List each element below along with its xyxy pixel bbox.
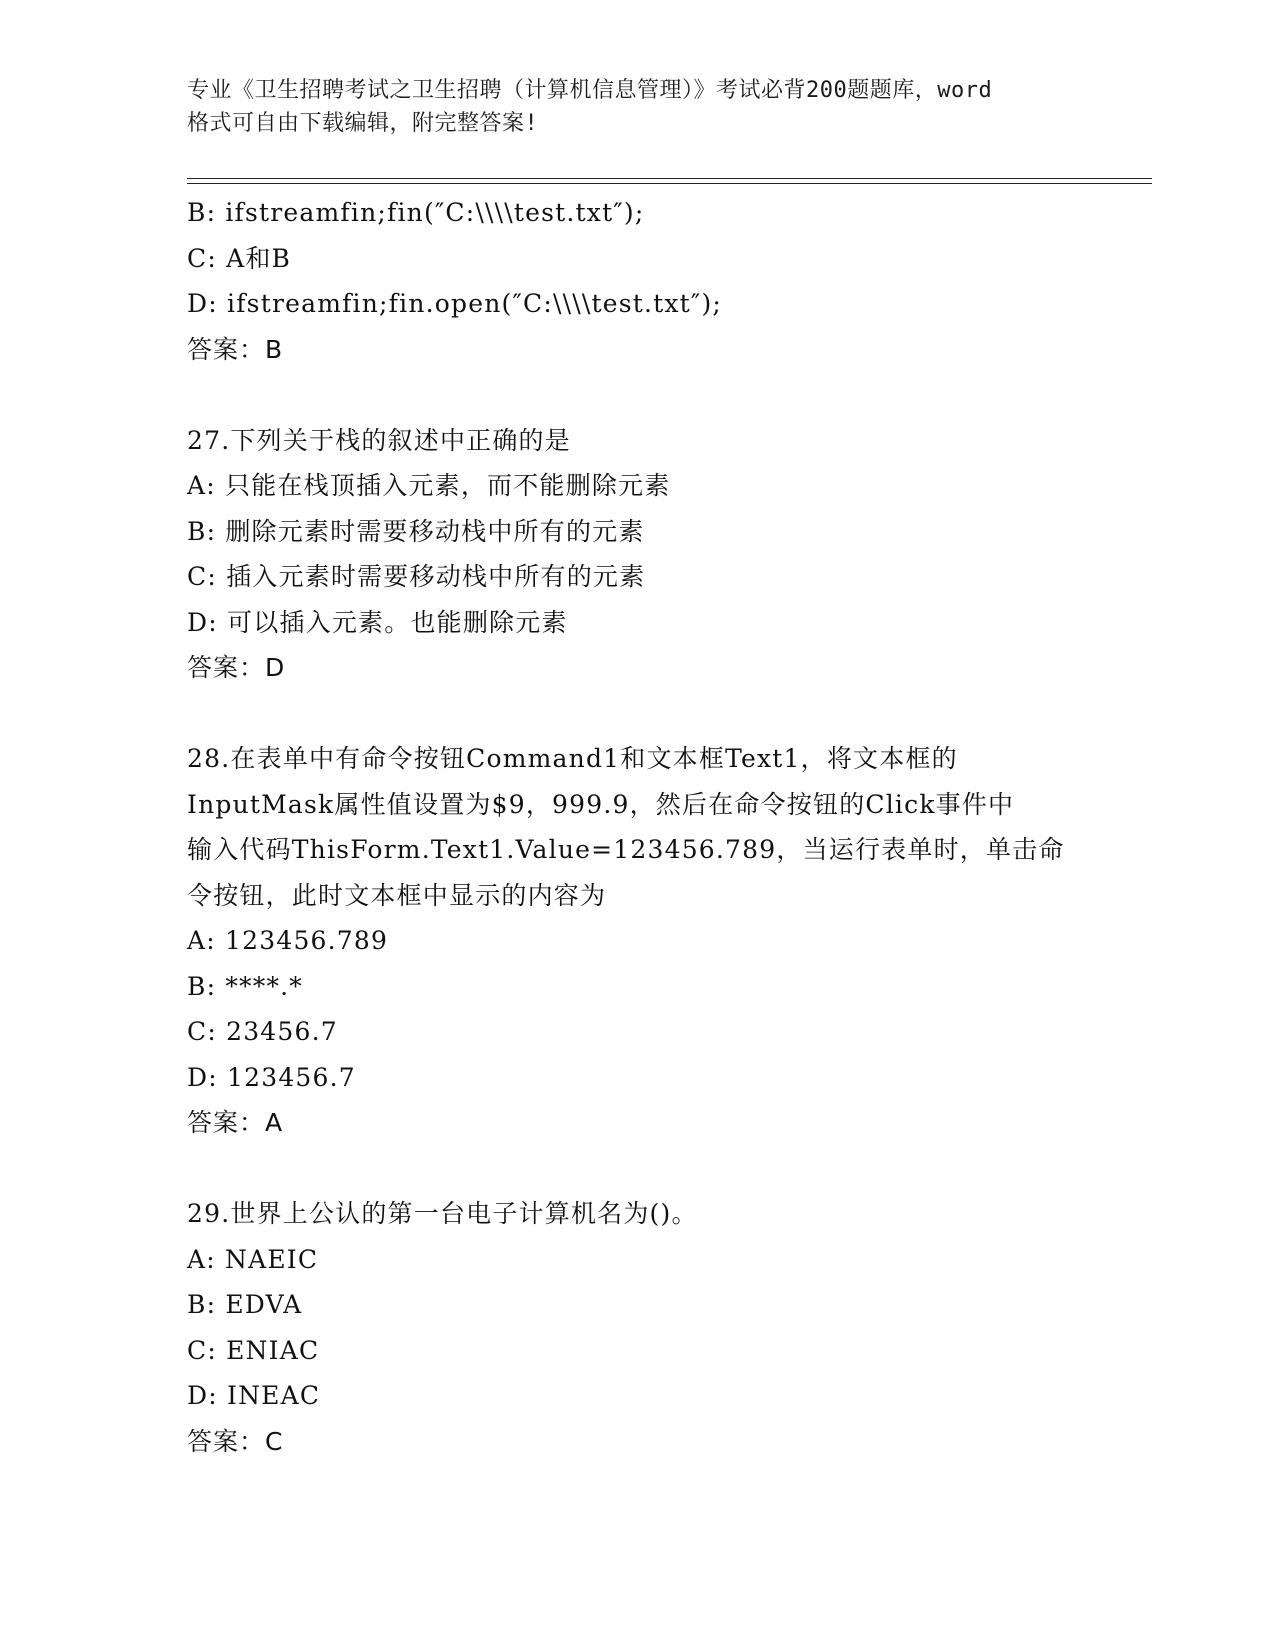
question-line: 输入代码ThisForm.Text1.Value=123456.789，当运行表单时，单击命 — [187, 835, 1065, 864]
header-line-2: 格式可自由下载编辑，附完整答案! — [187, 111, 539, 136]
option-c: C: A和B — [187, 243, 292, 273]
answer: 答案：D — [187, 653, 286, 682]
option-c: C: ENIAC — [187, 1335, 320, 1365]
option-d: D: ifstreamfin;fin.open(″C:\\\\test.txt″); — [187, 289, 723, 318]
question-line: InputMask属性值设置为$9，999.9，然后在命令按钮的Click事件中 — [187, 789, 1015, 819]
option-d: D: 可以插入元素。也能删除元素 — [187, 607, 568, 637]
header-rule-bottom — [187, 183, 1152, 184]
question-text — [187, 736, 1087, 918]
question-line: 28.在表单中有命令按钮Command1和文本框Text1，将文本框的 — [187, 744, 958, 773]
document-body — [187, 190, 1087, 1464]
spacer — [187, 1146, 1087, 1192]
option-b: B: EDVA — [187, 1290, 303, 1319]
option-a: A: 只能在栈顶插入元素，而不能删除元素 — [187, 471, 671, 500]
option-d: D: INEAC — [187, 1381, 321, 1410]
question-26-tail — [187, 190, 1087, 372]
option-b: B: ifstreamfin;fin(″C:\\\\test.txt″); — [187, 198, 645, 227]
option-a: A: NAEIC — [187, 1244, 319, 1274]
question-text: 27.下列关于栈的叙述中正确的是 — [187, 425, 571, 455]
header-line-1: 专业《卫生招聘考试之卫生招聘（计算机信息管理）》考试必背200题题库，word — [187, 78, 993, 103]
question-28 — [187, 736, 1087, 1146]
option-a: A: 123456.789 — [187, 926, 389, 955]
document-header — [187, 74, 1087, 140]
question-29 — [187, 1191, 1087, 1464]
option-c: C: 插入元素时需要移动栈中所有的元素 — [187, 562, 646, 591]
answer: 答案：A — [187, 1108, 284, 1137]
answer: 答案：C — [187, 1426, 284, 1456]
option-d: D: 123456.7 — [187, 1062, 356, 1092]
option-b: B: ****.* — [187, 971, 303, 1001]
spacer — [187, 372, 1087, 418]
option-b: B: 删除元素时需要移动栈中所有的元素 — [187, 516, 645, 546]
header-rule-top — [187, 178, 1152, 179]
answer: 答案：B — [187, 334, 284, 364]
option-c: C: 23456.7 — [187, 1017, 338, 1046]
spacer — [187, 691, 1087, 737]
question-text: 29.世界上公认的第一台电子计算机名为()。 — [187, 1199, 698, 1228]
question-line: 令按钮，此时文本框中显示的内容为 — [187, 880, 607, 910]
question-27 — [187, 418, 1087, 691]
